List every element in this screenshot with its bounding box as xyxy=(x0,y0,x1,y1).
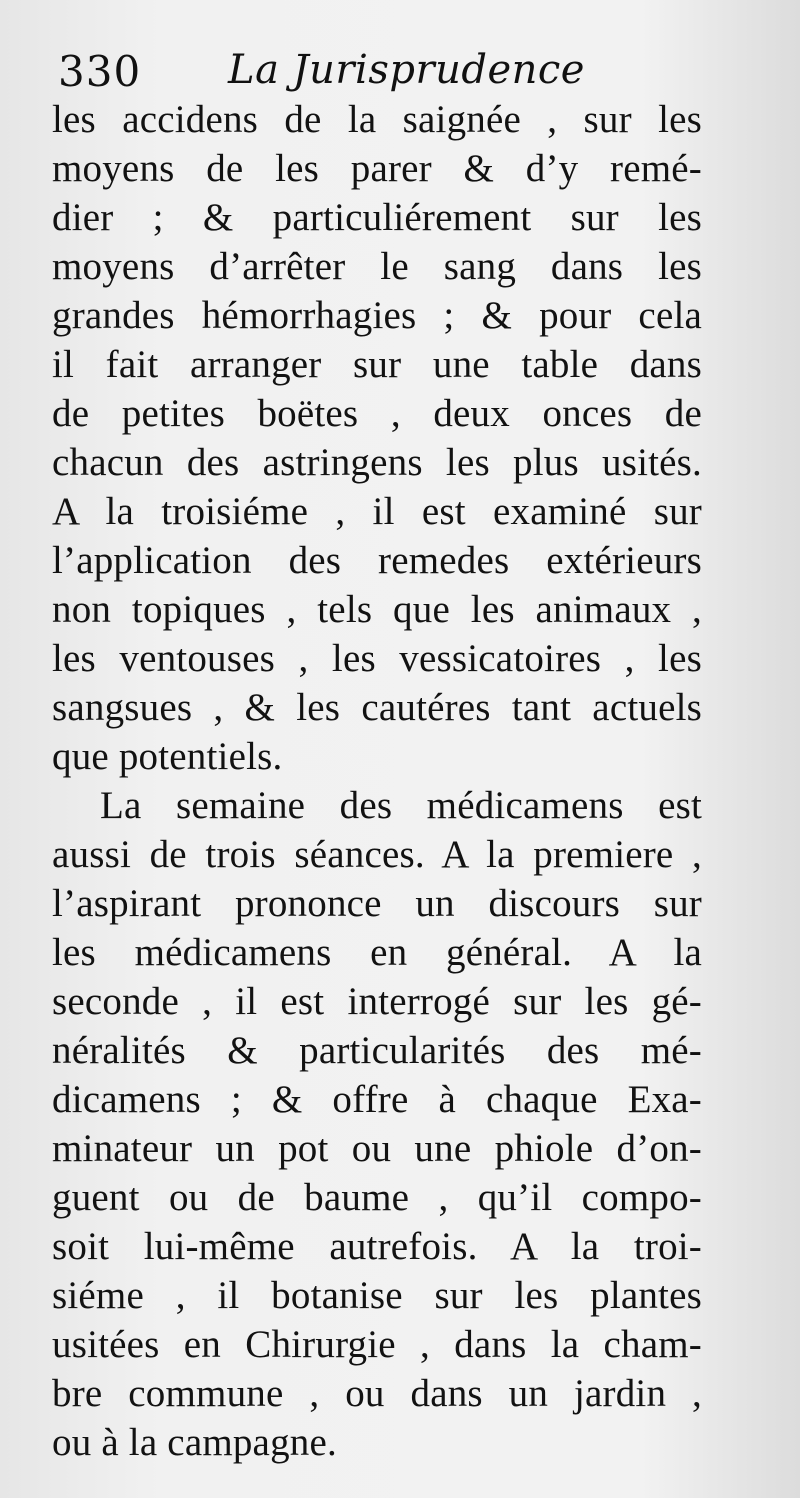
text-line-2: moyens de les parer & d’y remé- xyxy=(52,147,702,190)
text-line-7: de petites boëtes , deux onces de xyxy=(52,392,702,435)
text-line-1: les accidens de la saignée , sur les xyxy=(52,98,702,141)
text-line-16: aussi de trois séances. A la premiere , xyxy=(52,833,702,876)
text-line-8: chacun des astringens les plus usités. xyxy=(52,441,702,484)
text-line-10: l’application des remedes extérieurs xyxy=(52,539,702,582)
text-line-20: néralités & particularités des mé- xyxy=(52,1029,702,1072)
text-line-19: seconde , il est interrogé sur les gé- xyxy=(52,980,702,1023)
text-line-28: ou à la campagne. xyxy=(52,1421,337,1464)
text-line-22: minateur un pot ou une phiole d’on- xyxy=(52,1127,702,1170)
text-line-9: A la troisiéme , il est examiné sur xyxy=(52,490,702,533)
text-line-25: siéme , il botanise sur les plantes xyxy=(52,1274,702,1317)
text-line-18: les médicamens en général. A la xyxy=(52,931,702,974)
text-line-14: que potentiels. xyxy=(52,735,283,778)
text-line-6: il fait arranger sur une table dans xyxy=(52,343,702,386)
body-text xyxy=(52,95,702,1467)
text-line-17: l’aspirant prononce un discours sur xyxy=(52,882,702,925)
text-line-21: dicamens ; & offre à chaque Exa- xyxy=(52,1078,702,1121)
text-line-26: usitées en Chirurgie , dans la cham- xyxy=(52,1323,702,1366)
text-line-15: La semaine des médicamens est xyxy=(100,784,702,827)
text-line-13: sangsues , & les cautéres tant actuels xyxy=(52,686,702,729)
text-line-3: dier ; & particuliérement sur les xyxy=(52,196,702,239)
text-line-24: soit lui-même autrefois. A la troi- xyxy=(52,1225,702,1268)
page-header xyxy=(58,42,758,102)
text-line-4: moyens d’arrêter le sang dans les xyxy=(52,245,702,288)
running-title: La Jurisprudence xyxy=(228,47,585,93)
text-line-12: les ventouses , les vessicatoires , les xyxy=(52,637,702,680)
page-number: 330 xyxy=(58,47,142,96)
text-line-23: guent ou de baume , qu’il compo- xyxy=(52,1176,702,1219)
text-line-27: bre commune , ou dans un jardin , xyxy=(52,1372,702,1415)
text-line-5: grandes hémorrhagies ; & pour cela xyxy=(52,294,702,337)
text-line-11: non topiques , tels que les animaux , xyxy=(52,588,702,631)
